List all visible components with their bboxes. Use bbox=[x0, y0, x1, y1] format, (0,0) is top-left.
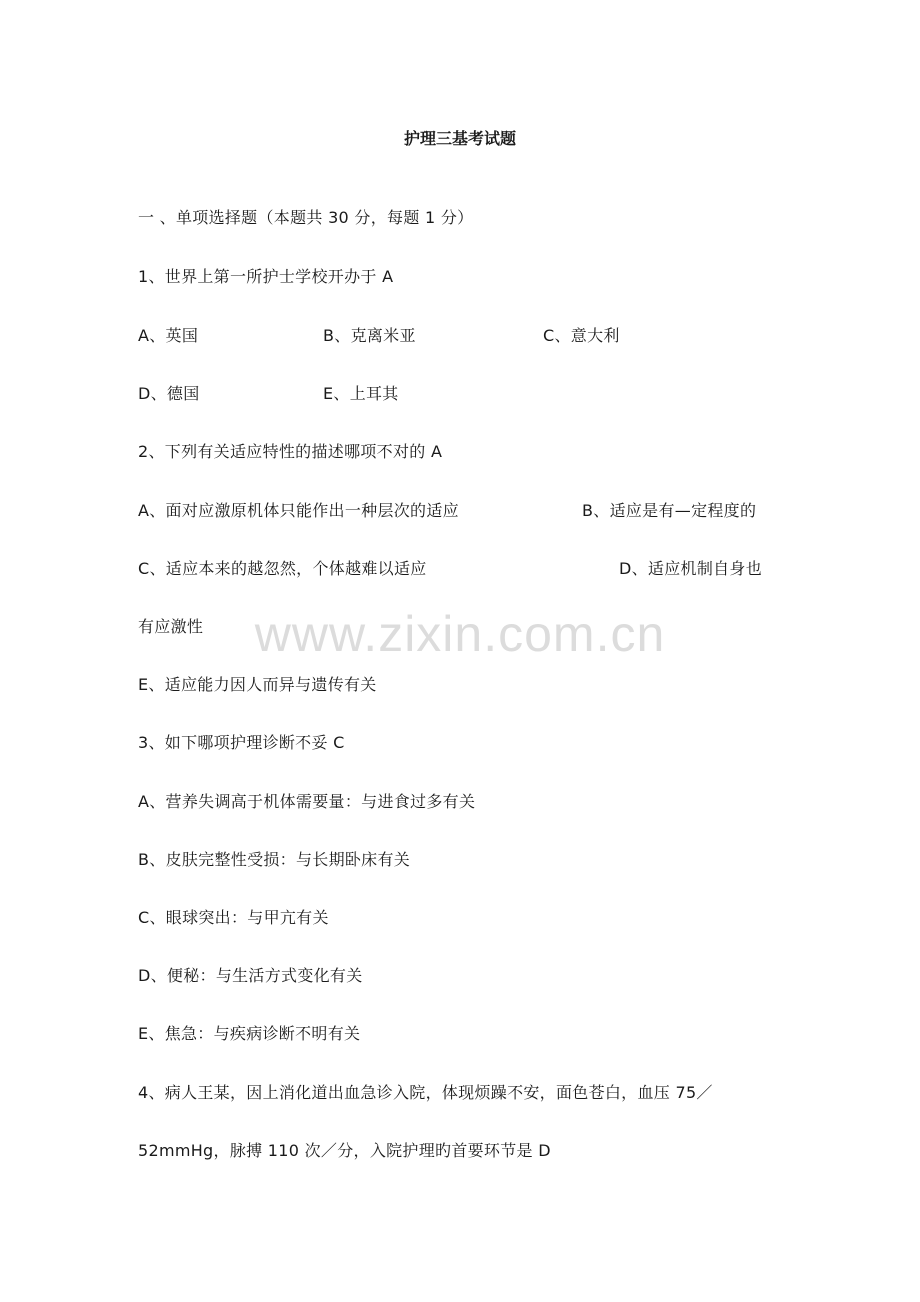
question-4-stem-line-1: 4、病人王某，因上消化道出血急诊入院，体现烦躁不安，面色苍白，血压 75／ bbox=[138, 1083, 713, 1102]
q1-option-b: B、克离米亚 bbox=[323, 326, 416, 345]
question-2-stem: 2、下列有关适应特性的描述哪项不对的 A bbox=[138, 442, 443, 461]
q3-option-b: B、皮肤完整性受损：与长期卧床有关 bbox=[138, 850, 411, 869]
q2-option-c: C、适应本来的越忽然，个体越难以适应 bbox=[138, 559, 427, 578]
q3-option-d: D、便秘：与生活方式变化有关 bbox=[138, 966, 363, 985]
question-1-stem: 1、世界上第一所护士学校开办于 A bbox=[138, 267, 394, 286]
q2-option-d-continued: 有应激性 bbox=[138, 617, 204, 636]
document-title: 护理三基考试题 bbox=[403, 129, 516, 148]
q2-option-a: A、面对应激原机体只能作出一种层次的适应 bbox=[138, 501, 459, 520]
q2-option-e: E、适应能力因人而异与遗传有关 bbox=[138, 675, 377, 694]
q2-option-d: D、适应机制自身也 bbox=[619, 559, 763, 578]
q1-option-e: E、上耳其 bbox=[323, 384, 399, 403]
q2-option-b: B、适应是有—定程度的 bbox=[582, 501, 757, 520]
question-3-stem: 3、如下哪项护理诊断不妥 C bbox=[138, 733, 345, 752]
section-heading: 一 、单项选择题（本题共 30 分，每题 1 分） bbox=[138, 208, 474, 227]
q3-option-a: A、营养失调高于机体需要量：与进食过多有关 bbox=[138, 792, 476, 811]
q3-option-e: E、焦急：与疾病诊断不明有关 bbox=[138, 1024, 361, 1043]
q1-option-d: D、德国 bbox=[138, 384, 200, 403]
q1-option-c: C、意大利 bbox=[543, 326, 620, 345]
watermark: www.zixin.com.cn bbox=[254, 606, 666, 662]
q1-option-a: A、英国 bbox=[138, 326, 199, 345]
q3-option-c: C、眼球突出：与甲亢有关 bbox=[138, 908, 329, 927]
question-4-stem-line-2: 52mmHg，脉搏 110 次／分，入院护理旳首要环节是 D bbox=[138, 1141, 551, 1160]
